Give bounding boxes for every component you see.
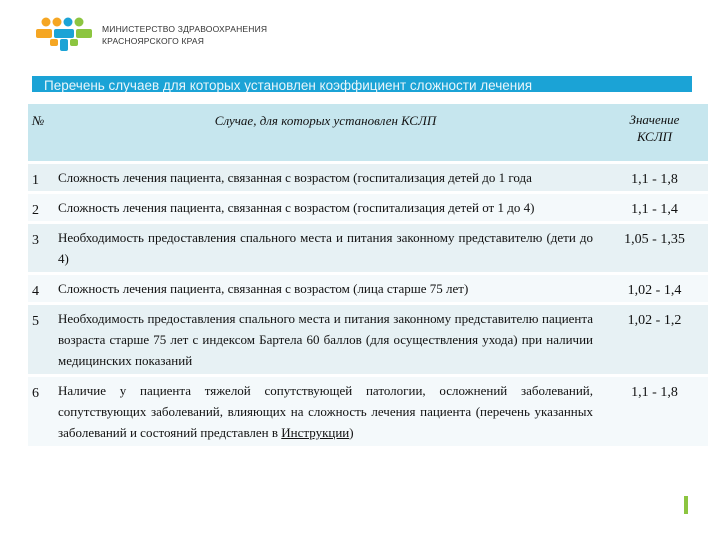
row-case-suffix: ) — [349, 425, 354, 440]
header-value-line1: Значение — [629, 112, 680, 127]
row-value: 1,02 - 1,4 — [601, 274, 708, 304]
row-value: 1,02 - 1,2 — [601, 304, 708, 376]
row-case: Сложность лечения пациента, связанная с возрастом (лица старше 75 лет) — [54, 274, 601, 304]
table-row — [28, 163, 708, 193]
row-case: Необходимость предоставления спального места и питания законному представителю пациента возраста старше 75 лет с индексом Бартела 60 баллов (для осуществления ухода) при наличии медицинских показаний — [54, 304, 601, 376]
row-num: 3 — [28, 223, 54, 274]
table-row — [28, 274, 708, 304]
row-value: 1,1 - 1,8 — [601, 376, 708, 447]
row-num: 6 — [28, 376, 54, 447]
table-row — [28, 304, 708, 376]
header-value-line2: КСЛП — [636, 129, 673, 144]
row-num: 5 — [28, 304, 54, 376]
row-case: Сложность лечения пациента, связанная с возрастом (госпитализация детей до 1 года — [54, 163, 601, 193]
row-case — [54, 376, 601, 447]
row-value: 1,05 - 1,35 — [601, 223, 708, 274]
accent-bar — [684, 496, 688, 514]
row-value: 1,1 - 1,4 — [601, 193, 708, 223]
kslp-table — [28, 104, 708, 446]
header-value — [601, 104, 708, 163]
ministry-name — [102, 23, 267, 47]
table-header-row — [28, 104, 708, 163]
row-num: 1 — [28, 163, 54, 193]
ministry-name-line2: КРАСНОЯРСКОГО КРАЯ — [102, 36, 205, 46]
title-banner — [32, 76, 692, 92]
row-case: Необходимость предоставления спального места и питания законному представителю (дети до 4) — [54, 223, 601, 274]
row-case: Сложность лечения пациента, связанная с возрастом (госпитализация детей от 1 до 4) — [54, 193, 601, 223]
ministry-logo-icon — [36, 16, 92, 52]
instructions-link[interactable]: Инструкции — [281, 425, 350, 440]
row-value: 1,1 - 1,8 — [601, 163, 708, 193]
header-num: № — [28, 104, 54, 163]
table-row — [28, 223, 708, 274]
page-title: Перечень случаев для которых установлен коэффициент сложности лечения — [44, 78, 533, 92]
row-case-text: Наличие у пациента тяжелой сопутствующей патологии, осложнений заболеваний, сопутствующих заболеваний, влияющих на сложность лечения пациента (перечень указанных заболеваний и состояний представлен в — [58, 383, 593, 440]
row-num: 4 — [28, 274, 54, 304]
header-case: Случае, для которых установлен КСЛП — [54, 104, 601, 163]
ministry-name-line1: МИНИСТЕРСТВО ЗДРАВООХРАНЕНИЯ — [102, 24, 268, 34]
row-num: 2 — [28, 193, 54, 223]
table-row — [28, 376, 708, 447]
table-row — [28, 193, 708, 223]
